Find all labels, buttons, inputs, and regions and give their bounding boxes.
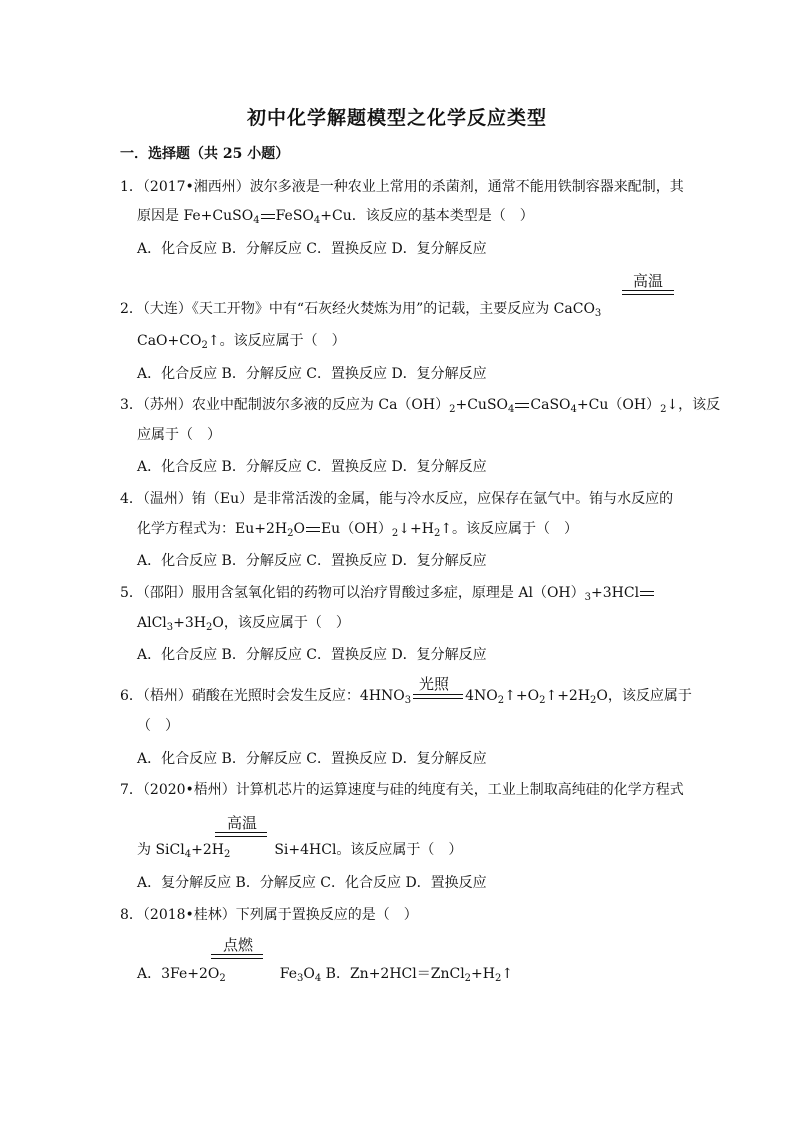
reaction-condition-label: 高温 <box>226 814 257 832</box>
question-8-line-2: A．$3Fe+2O_2$ $Fe_3O_4$ B．$Zn+2HCl=ZnCl_2+H_2↑$ <box>137 966 514 984</box>
question-8-line-1: 8．（2018•桂林）下列属于置换反应的是（ ） <box>120 907 418 923</box>
equals-sign <box>515 403 529 408</box>
question-7-line-1: 7．（2020•梧州）计算机芯片的运算速度与硅的纯度有关，工业上制取高纯硅的化学方程式 <box>120 782 684 798</box>
condition-equals-bar <box>215 832 267 837</box>
condition-equals-bar <box>211 954 263 959</box>
page-title: 初中化学解题模型之化学反应类型 <box>246 107 547 129</box>
reaction-condition-label: 点燃 <box>222 936 253 954</box>
question-1-line-2: 原因是 Fe+CuSO$_4$ FeSO$_4$+Cu．该反应的基本类型是（ ） <box>137 208 534 226</box>
question-2-line-1: 2．（大连）《天工开物》中有“石灰经火焚炼为用”的记载，主要反应为 CaCO$_3$ <box>120 301 602 319</box>
question-7-line-2: 为 $SiCl_4+2H_2$ Si+4HCl。该反应属于（ ） <box>137 842 463 860</box>
question-4-options: A．化合反应 B．分解反应 C．置换反应 D．复分解反应 <box>137 553 487 569</box>
question-3-line-2: 应属于（ ） <box>137 427 221 443</box>
question-5-options: A．化合反应 B．分解反应 C．置换反应 D．复分解反应 <box>137 647 487 663</box>
question-2-line-2: $CaO+CO_2↑$。该反应属于（ ） <box>137 333 346 351</box>
question-3-line-1: 3．（苏州）农业中配制波尔多液的反应为 $Ca(OH)_2+CuSO_4$ $CaSO_4+Cu(OH)_2↓$，该反 <box>120 397 721 415</box>
question-1-options: A．化合反应 B．分解反应 C．置换反应 D．复分解反应 <box>137 241 487 257</box>
section-heading: 一．选择题（共 25 小题） <box>120 146 290 162</box>
question-7-options: A．复分解反应 B．分解反应 C．化合反应 D．置换反应 <box>137 875 487 891</box>
question-4-line-1: 4．（温州）铕（Eu）是非常活泼的金属，能与冷水反应，应保存在氩气中。铕与水反应的 <box>120 491 674 507</box>
equals-sign <box>640 591 654 596</box>
question-6-options: A．化合反应 B．分解反应 C．置换反应 D．复分解反应 <box>137 751 487 767</box>
question-6-line-2: （ ） <box>137 718 179 734</box>
condition-equals-bar <box>413 694 463 699</box>
condition-equals-bar <box>622 290 674 295</box>
equals-sign <box>261 214 275 219</box>
question-3-options: A．化合反应 B．分解反应 C．置换反应 D．复分解反应 <box>137 459 487 475</box>
question-4-line-2: 化学方程式为：$Eu+2H_2O$ $Eu(OH)_2↓+H_2↑$。该反应属于（ ） <box>137 521 579 539</box>
equals-sign <box>306 527 320 532</box>
question-5-line-2: $AlCl_3+3H_2O$，该反应属于（ ） <box>137 615 350 633</box>
question-2-options: A．化合反应 B．分解反应 C．置换反应 D．复分解反应 <box>137 366 487 382</box>
reaction-condition-label: 高温 <box>632 272 663 290</box>
reaction-condition-label: 光照 <box>418 675 449 693</box>
question-1-line-1: 1．（2017•湘西州）波尔多液是一种农业上常用的杀菌剂，通常不能用铁制容器来配制，其 <box>120 179 684 195</box>
question-6-line-1: 6．（梧州）硝酸在光照时会发生反应：$4HNO_3$ $4NO_2↑+O_2↑+2H_2O$，该反应属于 <box>120 688 692 706</box>
question-5-line-1: 5．（邵阳）服用含氢氧化铝的药物可以治疗胃酸过多症，原理是 $Al(OH)_3+3HCl$ <box>120 584 655 602</box>
